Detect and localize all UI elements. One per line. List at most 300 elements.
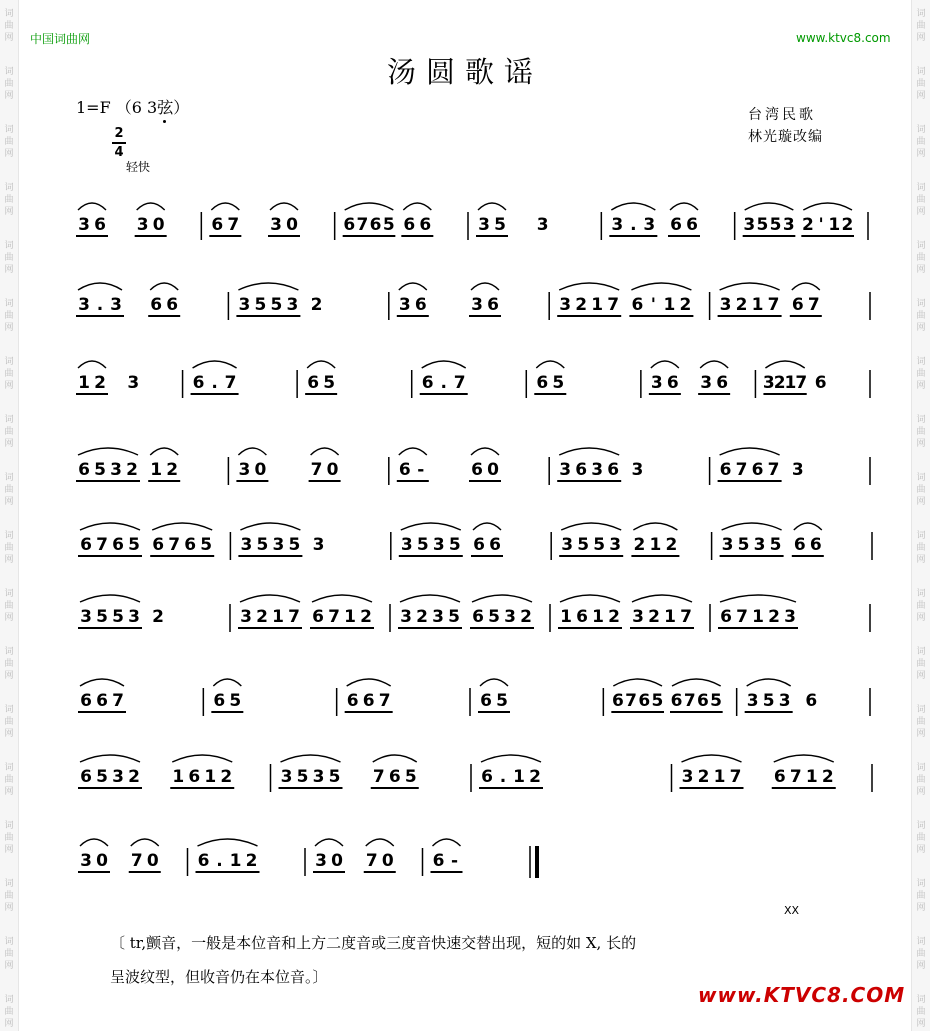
note: 7	[130, 851, 143, 871]
slur-arc	[80, 755, 140, 762]
side-watermark-char: 曲	[4, 601, 14, 611]
note: 5	[112, 607, 124, 627]
note: 6	[473, 535, 485, 555]
note: 2	[128, 767, 140, 787]
slur-arc	[745, 203, 794, 210]
note: 2	[520, 607, 532, 627]
slur-arc	[80, 523, 140, 530]
time-signature-bottom: 4	[114, 145, 124, 160]
note: 1	[272, 607, 284, 627]
note: 5	[200, 535, 213, 555]
note: 2	[220, 767, 233, 787]
note: 3	[611, 215, 624, 235]
note: 1	[828, 215, 841, 235]
note: '	[818, 215, 824, 235]
side-watermark-char: 网	[4, 787, 14, 797]
side-watermark-char: 网	[4, 381, 14, 391]
note: 3	[80, 851, 92, 871]
note: 3	[609, 535, 622, 555]
note: 3	[400, 607, 412, 627]
note: 7	[288, 607, 300, 627]
side-watermark-char: 网	[916, 33, 926, 43]
slur-arc	[478, 203, 506, 210]
note: 0	[326, 460, 339, 480]
note: 3	[315, 851, 327, 871]
note: 3	[632, 607, 644, 627]
note: 0	[254, 460, 267, 480]
side-watermark-char: 曲	[4, 137, 14, 147]
slur-arc	[720, 283, 780, 290]
slur-arc	[722, 523, 782, 530]
slur-arc	[672, 679, 721, 686]
side-watermark-char: 网	[4, 207, 14, 217]
side-watermark-char: 网	[4, 91, 14, 101]
side-watermark-char: 网	[4, 323, 14, 333]
note: 6	[716, 373, 729, 393]
note: '	[650, 295, 657, 315]
note: 6	[809, 535, 822, 555]
note: 6	[421, 373, 434, 393]
note: 3	[721, 535, 734, 555]
note: 3	[591, 460, 604, 480]
note: 6	[432, 851, 445, 871]
note: 7	[789, 767, 802, 787]
slur-arc	[312, 595, 372, 602]
note: 6	[576, 607, 588, 627]
note: 2	[679, 295, 692, 315]
side-watermark-char: 词	[4, 357, 14, 367]
side-watermark-char: 网	[916, 265, 926, 275]
note: 7	[795, 373, 808, 393]
note: 1	[204, 767, 217, 787]
note: 1	[513, 767, 525, 787]
slur-arc	[80, 595, 140, 602]
note: 3	[78, 295, 90, 315]
note: 3	[312, 535, 325, 555]
side-watermark-char: 词	[4, 705, 14, 715]
slur-arc	[80, 839, 108, 846]
note: 1	[591, 295, 604, 315]
side-watermark-char: 曲	[4, 891, 14, 901]
note: 5	[593, 535, 606, 555]
side-watermark-char: 网	[916, 845, 926, 855]
note: 6	[362, 691, 375, 711]
slur-arc	[422, 361, 466, 368]
slur-arc	[150, 448, 178, 455]
note: -	[417, 460, 425, 480]
side-watermark-char: 曲	[4, 21, 14, 31]
side-watermark-char: 词	[4, 763, 14, 773]
side-watermark-char: 曲	[916, 195, 926, 205]
note: 2	[310, 295, 323, 315]
note: 3	[782, 215, 795, 235]
note: 6	[184, 535, 197, 555]
note: 6	[388, 767, 401, 787]
side-watermark-char: 词	[4, 415, 14, 425]
footnote-text-1: 〔 tr,颤音，一般是本位音和上方二度音或三度音快速交替出现，短的如	[110, 934, 586, 952]
note: 2	[841, 215, 854, 235]
side-watermark-char: 曲	[916, 253, 926, 263]
slur-arc	[311, 448, 339, 455]
tempo-marking: 轻快	[126, 160, 151, 174]
side-watermark-char: 词	[916, 937, 926, 947]
note: 5	[769, 215, 782, 235]
slur-arc	[281, 755, 341, 762]
side-watermark-char: 词	[916, 473, 926, 483]
side-watermark-char: 网	[4, 845, 14, 855]
slur-arc	[315, 839, 343, 846]
slur-arc	[682, 755, 742, 762]
slur-arc	[238, 283, 298, 290]
note: 3	[238, 460, 251, 480]
slur-arc	[401, 523, 461, 530]
note: 3	[471, 295, 483, 315]
side-watermark-char: 曲	[916, 21, 926, 31]
slur-arc	[403, 203, 431, 210]
note: 7	[356, 215, 369, 235]
note: 3	[536, 215, 549, 235]
side-watermark-char: 词	[916, 183, 926, 193]
side-watermark-char: 网	[916, 1019, 926, 1029]
slur-arc	[347, 679, 391, 686]
note: 5	[448, 535, 461, 555]
side-watermark-char: 词	[916, 763, 926, 773]
note: 3	[743, 215, 756, 235]
side-watermark-char: 网	[4, 729, 14, 739]
note: 3	[778, 691, 791, 711]
slur-arc	[213, 679, 241, 686]
side-watermark-char: 曲	[4, 369, 14, 379]
slur-arc	[345, 203, 394, 210]
note: 2	[608, 607, 620, 627]
note: 3	[136, 215, 149, 235]
side-watermark-char: 词	[4, 879, 14, 889]
note: 3	[650, 373, 663, 393]
note: 0	[152, 215, 165, 235]
side-watermark-char: 网	[916, 961, 926, 971]
note: 6	[312, 607, 324, 627]
note: 3	[791, 460, 804, 480]
note: 7	[112, 691, 124, 711]
note: 2	[735, 295, 748, 315]
side-watermark-char: 词	[916, 705, 926, 715]
side-watermark-char: 词	[916, 821, 926, 831]
slur-arc	[78, 448, 138, 455]
note: 1	[560, 607, 572, 627]
side-watermark-char: 网	[916, 729, 926, 739]
side-watermark-char: 词	[916, 879, 926, 889]
side-watermark-char: 网	[916, 671, 926, 681]
side-watermark-char: 词	[916, 995, 926, 1005]
slur-arc	[559, 283, 619, 290]
note: 3	[400, 535, 413, 555]
note: 3	[746, 691, 759, 711]
note: 2	[665, 535, 678, 555]
note: .	[211, 373, 218, 393]
note: 6	[481, 767, 493, 787]
side-watermark-char: 曲	[916, 833, 926, 843]
note: 5	[769, 535, 782, 555]
side-watermark-char: 曲	[916, 1007, 926, 1017]
side-watermark-char: 网	[916, 555, 926, 565]
note: 1	[713, 767, 726, 787]
note: 6	[489, 535, 501, 555]
slur-arc	[794, 523, 822, 530]
note: 1	[150, 460, 163, 480]
note: .	[630, 215, 637, 235]
note: 6	[611, 691, 624, 711]
slur-arc	[238, 448, 266, 455]
note: 5	[323, 373, 336, 393]
note: 3	[110, 460, 122, 480]
note: 2	[697, 767, 710, 787]
side-watermark-char: 词	[916, 589, 926, 599]
note: 7	[729, 767, 742, 787]
slur-arc	[366, 839, 394, 846]
side-watermark-char: 词	[916, 647, 926, 657]
slur-arc	[78, 203, 106, 210]
side-watermark-char: 网	[4, 555, 14, 565]
note: 6	[192, 373, 205, 393]
slur-arc	[78, 361, 106, 368]
slur-arc	[150, 283, 178, 290]
note: 6	[696, 691, 709, 711]
note: 6	[307, 373, 320, 393]
note: 3	[240, 607, 252, 627]
note: 2	[152, 607, 164, 627]
note: 6	[480, 691, 492, 711]
note: 3	[561, 535, 574, 555]
note: 3	[631, 460, 644, 480]
note: 7	[680, 607, 692, 627]
slur-arc	[720, 595, 796, 602]
note: 1	[78, 373, 90, 393]
note: 1	[752, 607, 764, 627]
note: 7	[453, 373, 466, 393]
note: 2	[94, 373, 106, 393]
note: 5	[96, 607, 108, 627]
note: 7	[372, 767, 385, 787]
slur-arc	[471, 283, 499, 290]
note: 6	[814, 373, 827, 393]
song-title: 汤圆歌谣	[386, 55, 543, 89]
note: 3	[504, 607, 516, 627]
side-watermark-char: 网	[916, 613, 926, 623]
note: 6	[719, 460, 732, 480]
note: 6	[419, 215, 432, 235]
note: 6	[94, 215, 106, 235]
slur-arc	[765, 361, 804, 368]
note: 5	[737, 535, 750, 555]
side-watermark-char: 网	[916, 207, 926, 217]
note: 6	[398, 460, 411, 480]
side-watermark-char: 网	[4, 439, 14, 449]
note: 2	[633, 535, 646, 555]
side-watermark-char: 网	[4, 33, 14, 43]
note: 3	[112, 767, 124, 787]
side-watermark-char: 词	[4, 589, 14, 599]
note: 3	[286, 295, 299, 315]
note: 3	[681, 767, 694, 787]
side-watermark-char: 曲	[916, 543, 926, 553]
note: 3	[478, 215, 490, 235]
note: 3	[272, 535, 285, 555]
note: 2	[821, 767, 834, 787]
slur-arc	[471, 448, 499, 455]
note: 3	[78, 215, 90, 235]
side-watermark-char: 词	[4, 995, 14, 1005]
slur-arc	[611, 203, 655, 210]
note: 5	[710, 691, 723, 711]
note: 5	[288, 535, 301, 555]
note: 6	[343, 215, 356, 235]
side-watermark-char: 曲	[916, 79, 926, 89]
note: 5	[496, 691, 508, 711]
note: 3	[432, 607, 444, 627]
note: 5	[651, 691, 664, 711]
note: 3	[762, 373, 775, 393]
key-signature: 1=F （6 3弦）	[76, 98, 190, 117]
time-signature-top: 2	[114, 126, 124, 141]
side-watermark-char: 词	[4, 647, 14, 657]
note: 0	[96, 851, 108, 871]
note: 7	[96, 535, 108, 555]
note: 6	[197, 851, 210, 871]
note: 1	[805, 767, 818, 787]
note: 2	[245, 851, 258, 871]
note: 6	[369, 215, 382, 235]
note: 1	[592, 607, 604, 627]
note: 5	[94, 460, 106, 480]
note: 3	[559, 295, 572, 315]
side-watermark-char: 词	[916, 299, 926, 309]
note: 0	[331, 851, 343, 871]
note: 0	[487, 460, 499, 480]
note: 7	[807, 295, 820, 315]
note: 2	[648, 607, 660, 627]
side-watermark-char: 词	[916, 357, 926, 367]
slur-arc	[480, 679, 508, 686]
song-origin: 台湾民歌	[748, 107, 816, 123]
slur-arc	[78, 283, 122, 290]
note: 0	[286, 215, 298, 235]
side-watermark-char: 词	[916, 125, 926, 135]
slur-arc	[198, 839, 258, 846]
note: 3	[270, 215, 282, 235]
note: 7	[227, 215, 240, 235]
note: 5	[96, 767, 108, 787]
note: 6	[575, 460, 588, 480]
note: 2	[126, 460, 138, 480]
note: -	[450, 851, 459, 871]
footnote-x: X, 长的	[585, 934, 637, 952]
slur-arc	[774, 755, 834, 762]
slur-arc	[152, 523, 212, 530]
side-watermark-char: 网	[4, 903, 14, 913]
slur-arc	[792, 283, 820, 290]
note: 5	[256, 535, 269, 555]
note: 5	[762, 691, 775, 711]
note: 1	[172, 767, 185, 787]
note: 0	[146, 851, 159, 871]
side-watermark-char: 曲	[916, 311, 926, 321]
note: 6	[188, 767, 201, 787]
slur-arc	[700, 361, 728, 368]
side-watermark-char: 曲	[916, 659, 926, 669]
note: 7	[310, 460, 323, 480]
note: 3	[432, 535, 445, 555]
footnote-line-2: 呈波纹型，但收音仍在本位音。〕	[110, 968, 328, 986]
note: 6	[80, 535, 92, 555]
note: 5	[756, 215, 769, 235]
note: 6	[471, 460, 483, 480]
side-watermark-char: 曲	[916, 949, 926, 959]
side-watermark-char: 网	[916, 149, 926, 159]
note: 5	[382, 215, 395, 235]
note: 5	[577, 535, 590, 555]
note: 3	[719, 295, 732, 315]
side-watermark-char: 曲	[916, 369, 926, 379]
note: 6	[80, 691, 92, 711]
side-watermark-char: 网	[4, 613, 14, 623]
note: 1	[784, 373, 797, 393]
slur-arc	[559, 448, 619, 455]
note: 5	[488, 607, 500, 627]
note: 7	[767, 460, 780, 480]
slur-arc	[80, 679, 124, 686]
note: 1	[751, 295, 764, 315]
note: 3	[643, 215, 656, 235]
note: 3	[240, 535, 253, 555]
note: 7	[625, 691, 638, 711]
note: 3	[753, 535, 766, 555]
side-watermark-char: 词	[916, 241, 926, 251]
slur-arc	[536, 361, 564, 368]
note: 6	[112, 535, 124, 555]
note: .	[440, 373, 447, 393]
note: 7	[767, 295, 780, 315]
side-watermark-char: 网	[4, 265, 14, 275]
note: 6	[638, 691, 651, 711]
note: 5	[128, 535, 140, 555]
slur-arc	[240, 523, 300, 530]
slur-arc	[433, 839, 461, 846]
side-watermark-char: 词	[4, 299, 14, 309]
footnote-xx-mark: XX	[784, 904, 800, 917]
side-watermark-char: 网	[4, 671, 14, 681]
note: 7	[168, 535, 181, 555]
slur-arc	[720, 448, 780, 455]
note: 1	[649, 535, 662, 555]
side-watermark-char: 曲	[4, 253, 14, 263]
note: 6	[670, 215, 682, 235]
side-watermark-char: 词	[4, 125, 14, 135]
note: 2	[575, 295, 588, 315]
note: 6	[666, 373, 679, 393]
side-watermark-char: 词	[916, 9, 926, 19]
note: 3	[280, 767, 293, 787]
slur-arc	[481, 755, 541, 762]
note: 5	[328, 767, 341, 787]
note: 5	[416, 535, 429, 555]
slur-arc	[613, 679, 662, 686]
side-watermark-char: 词	[4, 183, 14, 193]
side-watermark-char: 词	[4, 473, 14, 483]
note: 2	[360, 607, 372, 627]
side-watermark-char: 曲	[4, 775, 14, 785]
note: .	[499, 767, 507, 787]
note: 2	[773, 373, 786, 393]
